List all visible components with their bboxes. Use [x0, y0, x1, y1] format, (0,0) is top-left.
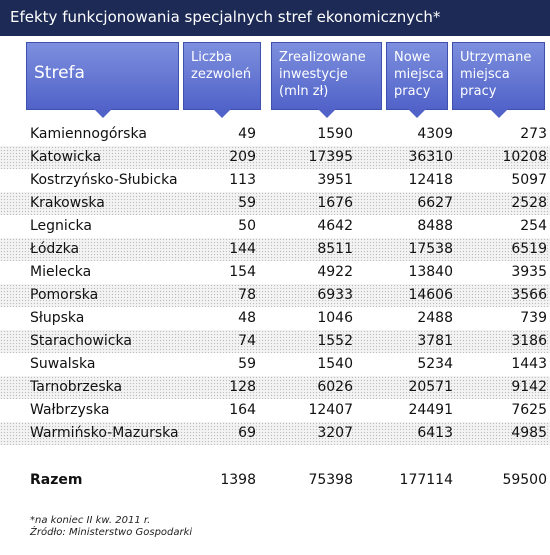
- cell-strefa: Mielecka: [30, 264, 92, 280]
- cell-inwestycje: 6026: [317, 379, 353, 395]
- header-zrealizowane-inwestycje: [271, 42, 382, 110]
- cell-strefa: Kamiennogórska: [30, 126, 147, 142]
- cell-liczba-zezwolen: 113: [229, 172, 256, 188]
- cell-liczba-zezwolen: 164: [229, 402, 256, 418]
- cell-inwestycje: 3207: [317, 425, 353, 441]
- cell-nowe-miejsca: 6627: [417, 195, 453, 211]
- cell-inwestycje: 4922: [317, 264, 353, 280]
- cell-liczba-zezwolen: 78: [238, 287, 256, 303]
- cell-inwestycje: 1552: [317, 333, 353, 349]
- header-label: Strefa: [34, 63, 85, 83]
- cell-nowe-miejsca: 6413: [417, 425, 453, 441]
- header-strefa: [26, 42, 179, 110]
- cell-inwestycje: 1590: [317, 126, 353, 142]
- cell-nowe-miejsca: 17538: [408, 241, 453, 257]
- cell-liczba-zezwolen: 59: [238, 356, 256, 372]
- cell-nowe-miejsca: 3781: [417, 333, 453, 349]
- table-row: [0, 169, 550, 192]
- table-row: [0, 284, 550, 307]
- header-utrzymane-miejsca-pracy: [452, 42, 545, 110]
- page-title: Efekty funkcjonowania specjalnych stref ekonomicznych*: [10, 8, 441, 26]
- cell-strefa: Kostrzyńsko-Słubicka: [30, 172, 178, 188]
- footnote: *na koniec II kw. 2011 r.: [30, 515, 151, 526]
- cell-utrzymane-miejsca: 9142: [511, 379, 547, 395]
- cell-utrzymane-miejsca: 2528: [511, 195, 547, 211]
- header-liczba-zezwolen: [183, 42, 261, 110]
- cell-strefa: Starachowicka: [30, 333, 132, 349]
- cell-liczba-zezwolen: 128: [229, 379, 256, 395]
- cell-strefa: Wałbrzyska: [30, 402, 110, 418]
- cell-nowe-miejsca: 36310: [408, 149, 453, 165]
- table-row: [0, 192, 550, 215]
- cell-nowe-miejsca: 12418: [408, 172, 453, 188]
- cell-inwestycje: 17395: [308, 149, 353, 165]
- cell-inwestycje: 1540: [317, 356, 353, 372]
- cell-inwestycje: 4642: [317, 218, 353, 234]
- table-row: [0, 353, 550, 376]
- table-row: [0, 307, 550, 330]
- cell-utrzymane-miejsca: 739: [520, 310, 547, 326]
- cell-strefa: Warmińsko-Mazurska: [30, 425, 179, 441]
- table-row: [0, 422, 550, 445]
- total-row: [0, 469, 550, 493]
- table-body: [0, 123, 550, 445]
- cell-strefa: Pomorska: [30, 287, 99, 303]
- total-inwestycje: 75398: [308, 472, 353, 488]
- cell-utrzymane-miejsca: 254: [520, 218, 547, 234]
- notes: [30, 515, 192, 539]
- cell-utrzymane-miejsca: 4985: [511, 425, 547, 441]
- cell-strefa: Słupska: [30, 310, 85, 326]
- table-row: [0, 399, 550, 422]
- title-bar: [0, 0, 550, 36]
- table-row: [0, 238, 550, 261]
- cell-inwestycje: 8511: [317, 241, 353, 257]
- cell-strefa: Suwalska: [30, 356, 96, 372]
- cell-nowe-miejsca: 13840: [408, 264, 453, 280]
- cell-nowe-miejsca: 24491: [408, 402, 453, 418]
- header-label: Liczba zezwoleń: [191, 50, 252, 82]
- header-label: Nowe miejsca pracy: [394, 50, 444, 99]
- cell-strefa: Katowicka: [30, 149, 102, 165]
- source-note: Źródło: Ministerstwo Gospodarki: [30, 527, 193, 538]
- cell-strefa: Legnicka: [30, 218, 92, 234]
- cell-nowe-miejsca: 20571: [408, 379, 453, 395]
- cell-inwestycje: 1676: [317, 195, 353, 211]
- cell-liczba-zezwolen: 69: [238, 425, 256, 441]
- cell-inwestycje: 1046: [317, 310, 353, 326]
- header-label: Utrzymane miejsca pracy: [460, 50, 532, 99]
- cell-strefa: Łódzka: [30, 241, 80, 257]
- cell-nowe-miejsca: 2488: [417, 310, 453, 326]
- cell-nowe-miejsca: 4309: [417, 126, 453, 142]
- cell-liczba-zezwolen: 209: [229, 149, 256, 165]
- cell-utrzymane-miejsca: 5097: [511, 172, 547, 188]
- table-row: [0, 261, 550, 284]
- cell-utrzymane-miejsca: 3186: [511, 333, 547, 349]
- cell-liczba-zezwolen: 48: [238, 310, 256, 326]
- cell-liczba-zezwolen: 144: [229, 241, 256, 257]
- cell-utrzymane-miejsca: 1443: [511, 356, 547, 372]
- cell-inwestycje: 12407: [308, 402, 353, 418]
- cell-nowe-miejsca: 14606: [408, 287, 453, 303]
- cell-utrzymane-miejsca: 3935: [511, 264, 547, 280]
- total-utrzymane-miejsca: 59500: [502, 472, 547, 488]
- cell-inwestycje: 3951: [317, 172, 353, 188]
- cell-strefa: Krakowska: [30, 195, 105, 211]
- cell-liczba-zezwolen: 49: [238, 126, 256, 142]
- table-row: [0, 146, 550, 169]
- total-nowe-miejsca: 177114: [399, 472, 453, 488]
- cell-liczba-zezwolen: 154: [229, 264, 256, 280]
- cell-strefa: Tarnobrzeska: [30, 379, 123, 395]
- cell-utrzymane-miejsca: 3566: [511, 287, 547, 303]
- cell-utrzymane-miejsca: 10208: [502, 149, 547, 165]
- cell-utrzymane-miejsca: 6519: [511, 241, 547, 257]
- table-row: [0, 215, 550, 238]
- cell-liczba-zezwolen: 74: [238, 333, 256, 349]
- cell-utrzymane-miejsca: 7625: [511, 402, 547, 418]
- cell-utrzymane-miejsca: 273: [520, 126, 547, 142]
- total-label: Razem: [30, 472, 83, 488]
- table-row: [0, 330, 550, 353]
- cell-liczba-zezwolen: 50: [238, 218, 256, 234]
- cell-inwestycje: 6933: [317, 287, 353, 303]
- header-label: Zrealizowane inwestycje (mln zł): [279, 50, 366, 99]
- cell-nowe-miejsca: 8488: [417, 218, 453, 234]
- table-row: [0, 123, 550, 146]
- total-liczba-zezwolen: 1398: [220, 472, 256, 488]
- header-nowe-miejsca-pracy: [386, 42, 448, 110]
- cell-nowe-miejsca: 5234: [417, 356, 453, 372]
- table-row: [0, 376, 550, 399]
- cell-liczba-zezwolen: 59: [238, 195, 256, 211]
